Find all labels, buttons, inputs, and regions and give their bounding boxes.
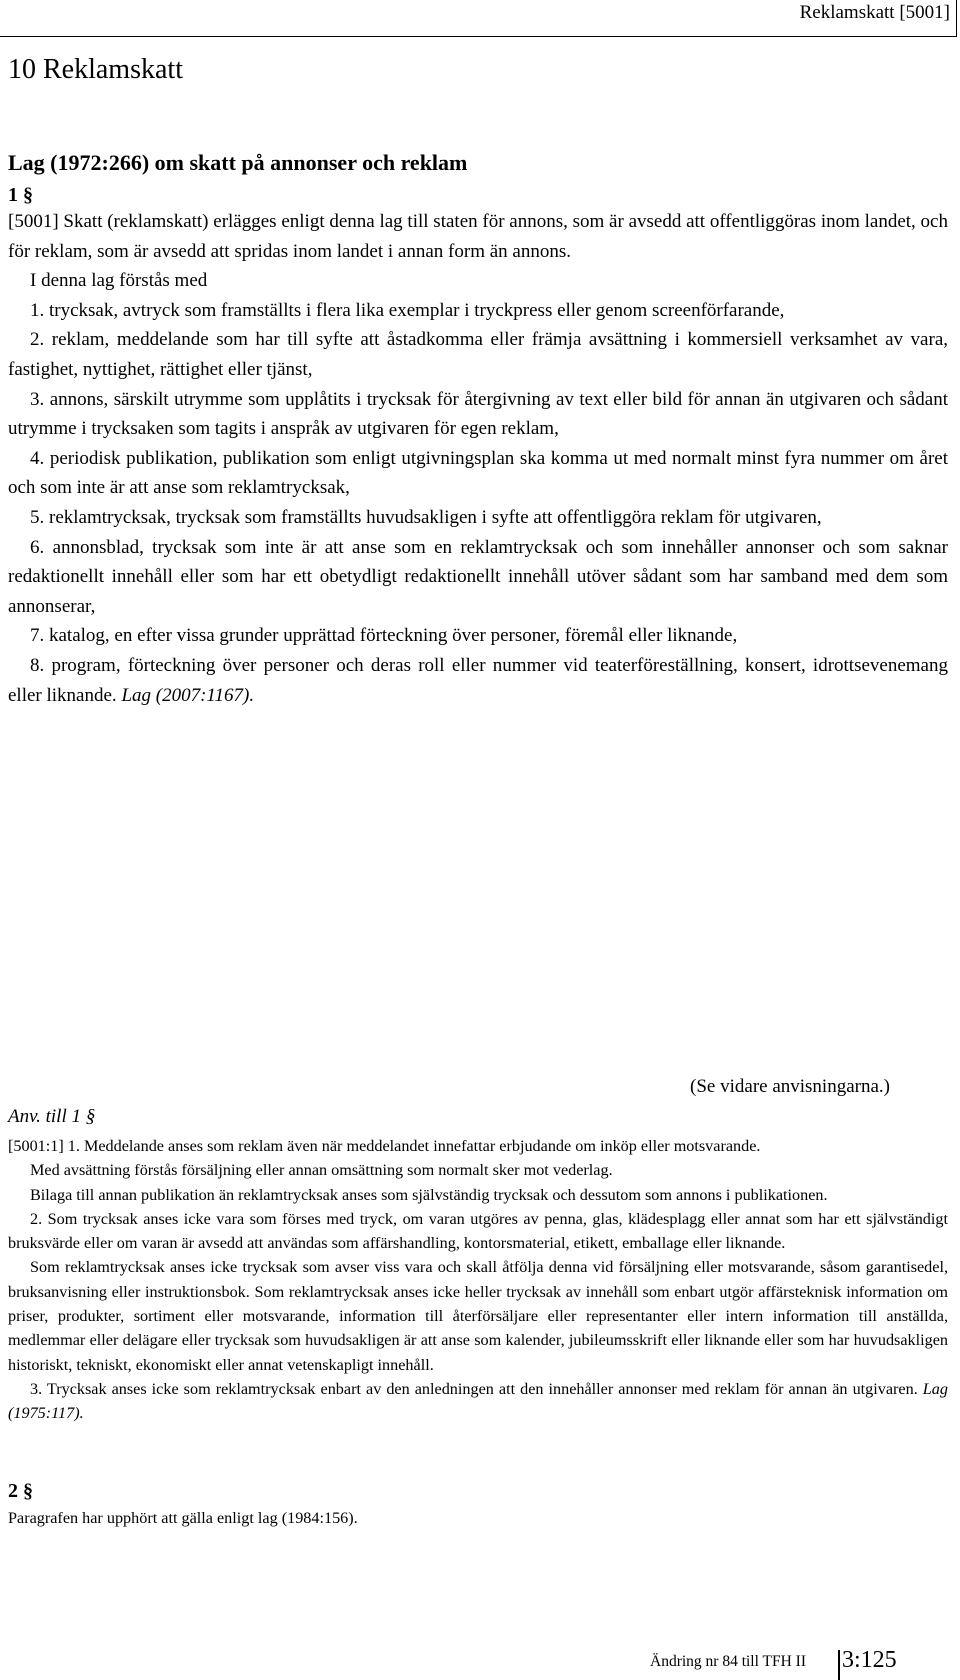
instruction-paragraph-bilaga: Bilaga till annan publikation än reklamtrycksak anses som självständig trycksak och dessutom som annons i publikationen. bbox=[30, 1185, 828, 1204]
instruction-paragraph-2: 2. Som trycksak anses icke vara som förses med tryck, om varan utgöres av penna, glas, klädesplagg eller annat som har ett självständigt bruksvärde eller om varan är avsedd att användas som affärshandling, kontorsmaterial, etikett, emballage eller liknande. bbox=[8, 1209, 948, 1253]
instruction-paragraph-avsattning: Med avsättning förstås försäljning eller annan omsättning som normalt sker mot vederlag. bbox=[30, 1161, 613, 1180]
footer-divider bbox=[838, 1650, 840, 1680]
see-instructions-note: (Se vidare anvisningarna.) bbox=[690, 1076, 890, 1097]
definition-katalog: 7. katalog, en efter vissa grunder upprättad förteckning över personer, föremål eller liknande, bbox=[30, 625, 738, 647]
footer-page-number: 3:125 bbox=[842, 1647, 897, 1673]
definition-program-text: 8. program, förteckning över personer och deras roll eller nummer vid teaterföreställning, konsert, idrottsevenemang eller liknande. bbox=[8, 654, 948, 706]
definition-trycksak: 1. trycksak, avtryck som framställts i flera lika exemplar i tryckpress eller genom screenförfarande, bbox=[30, 299, 785, 321]
section-1-body bbox=[8, 207, 948, 710]
section-1-mark: 1 § bbox=[8, 184, 33, 206]
instruction-body bbox=[8, 1134, 948, 1426]
instruction-title: Anv. till 1 § bbox=[8, 1106, 96, 1127]
definition-annonsblad: 6. annonsblad, trycksak som inte är att anse som en reklamtrycksak och som innehåller annonser och som saknar redaktionellt innehåll eller som har ett obetydligt redaktionellt innehåll utöver sådant som har samband med dem som annonserar, bbox=[8, 536, 948, 617]
section-2-mark: 2 § bbox=[8, 1480, 33, 1502]
instruction-paragraph-1: [5001:1] 1. Meddelande anses som reklam även när meddelandet innefattar erbjudande om inköp eller motsvarande. bbox=[8, 1137, 761, 1155]
definition-reklam: 2. reklam, meddelande som har till syfte att åstadkomma eller främja avsättning i kommersiell verksamhet av vara, fastighet, nyttighet, rättighet eller tjänst, bbox=[8, 329, 948, 380]
section-1-paragraph-intro: [5001] Skatt (reklamskatt) erlägges enligt denna lag till staten för annons, som är avsedd att offentliggöras inom landet, och för reklam, som är avsedd att spridas inom landet i annan form än annons. bbox=[8, 211, 948, 262]
definition-annons: 3. annons, särskilt utrymme som upplåtits i trycksak för återgivning av text eller bild för annan än utgivaren och sådant utrymme i trycksaken som tagits i anspråk av utgivaren för egen reklam, bbox=[8, 388, 948, 440]
running-header: Reklamskatt [5001] bbox=[799, 2, 950, 23]
law-title: Lag (1972:266) om skatt på annonser och reklam bbox=[8, 150, 468, 175]
section-1-definitions-lead: I denna lag förstås med bbox=[30, 270, 208, 292]
chapter-title: 10 Reklamskatt bbox=[8, 54, 183, 85]
instruction-paragraph-3 bbox=[8, 1377, 948, 1426]
instruction-paragraph-3-text: 3. Trycksak anses icke som reklamtrycksak enbart av den anledningen att den innehåller annonser med reklam för annan än utgivaren. bbox=[30, 1379, 918, 1398]
instruction-paragraph-reklamtrycksak: Som reklamtrycksak anses icke trycksak som avser viss vara och skall åtfölja denna vid försäljning eller motsvarande, såsom garantisedel, bruksanvisning eller instruktionsbok. Som reklamtrycksak anses icke heller trycksak av innehåll som enbart utgör affärsteknisk information om priser, produkter, sortiment eller motsvarande, information till återförsäljare eller representanter eller intern information till anställda, medlemmar eller delägare eller trycksak som huvudsakligen är att anse som kalender, jubileumsskrift eller liknande eller som har huvudsakligen historiskt, tekniskt, ekonomiskt eller annat vetenskapligt innehåll. bbox=[8, 1258, 948, 1374]
section-2-body: Paragrafen har upphört att gälla enligt lag (1984:156). bbox=[8, 1509, 358, 1527]
definition-periodisk-publikation: 4. periodisk publikation, publikation som enligt utgivningsplan ska komma ut med normalt minst fyra nummer om året och som inte är att anse som reklamtrycksak, bbox=[8, 447, 948, 499]
law-reference-2007: Lag (2007:1167). bbox=[121, 684, 255, 706]
footer-edition: Ändring nr 84 till TFH II bbox=[650, 1653, 806, 1670]
definition-reklamtrycksak: 5. reklamtrycksak, trycksak som framställts huvudsakligen i syfte att offentliggöra reklam för utgivaren, bbox=[30, 506, 822, 528]
law-reference-1975: Lag (1975:117). bbox=[8, 1379, 948, 1423]
definition-program bbox=[8, 651, 948, 710]
